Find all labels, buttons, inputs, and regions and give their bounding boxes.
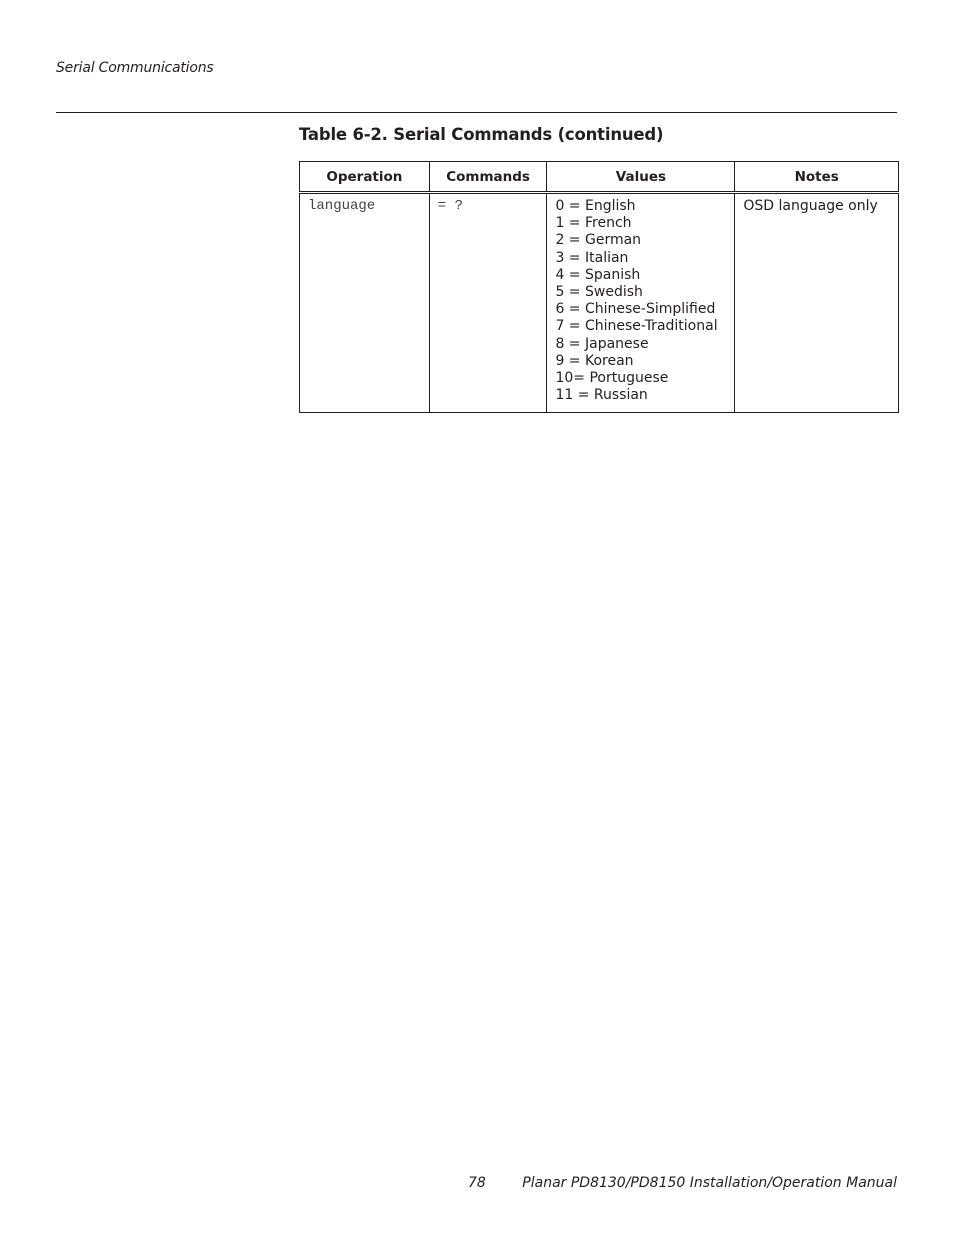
page-number: 78 (468, 1175, 486, 1191)
value-item: 7 = Chinese-Traditional (555, 318, 718, 335)
commands-cell: = ? (429, 193, 547, 413)
notes-cell: OSD language only (735, 193, 899, 413)
column-header-notes: Notes (735, 162, 899, 193)
serial-commands-table (299, 161, 899, 413)
values-cell (547, 193, 735, 413)
value-item: 4 = Spanish (555, 266, 641, 283)
table-title: Table 6-2. Serial Commands (continued) (299, 125, 664, 144)
manual-title: Planar PD8130/PD8150 Installation/Operation Manual (522, 1175, 897, 1191)
value-item: 11 = Russian (555, 387, 648, 404)
value-item: 1 = French (555, 215, 632, 232)
value-item: 6 = Chinese-Simplified (555, 301, 716, 318)
value-item: 10= Portuguese (555, 370, 669, 387)
header-divider (56, 112, 897, 113)
table-row (300, 193, 899, 413)
value-item: 2 = German (555, 232, 642, 249)
column-header-operation: Operation (300, 162, 430, 193)
operation-cell: language (300, 193, 430, 413)
value-item: 5 = Swedish (555, 284, 643, 301)
column-header-commands: Commands (429, 162, 547, 193)
section-header: Serial Communications (56, 60, 214, 76)
column-header-values: Values (547, 162, 735, 193)
table-header-row (300, 162, 899, 193)
value-item: 9 = Korean (555, 352, 634, 369)
value-item: 8 = Japanese (555, 335, 649, 352)
value-item: 0 = English (555, 198, 636, 214)
value-item: 3 = Italian (555, 249, 629, 266)
